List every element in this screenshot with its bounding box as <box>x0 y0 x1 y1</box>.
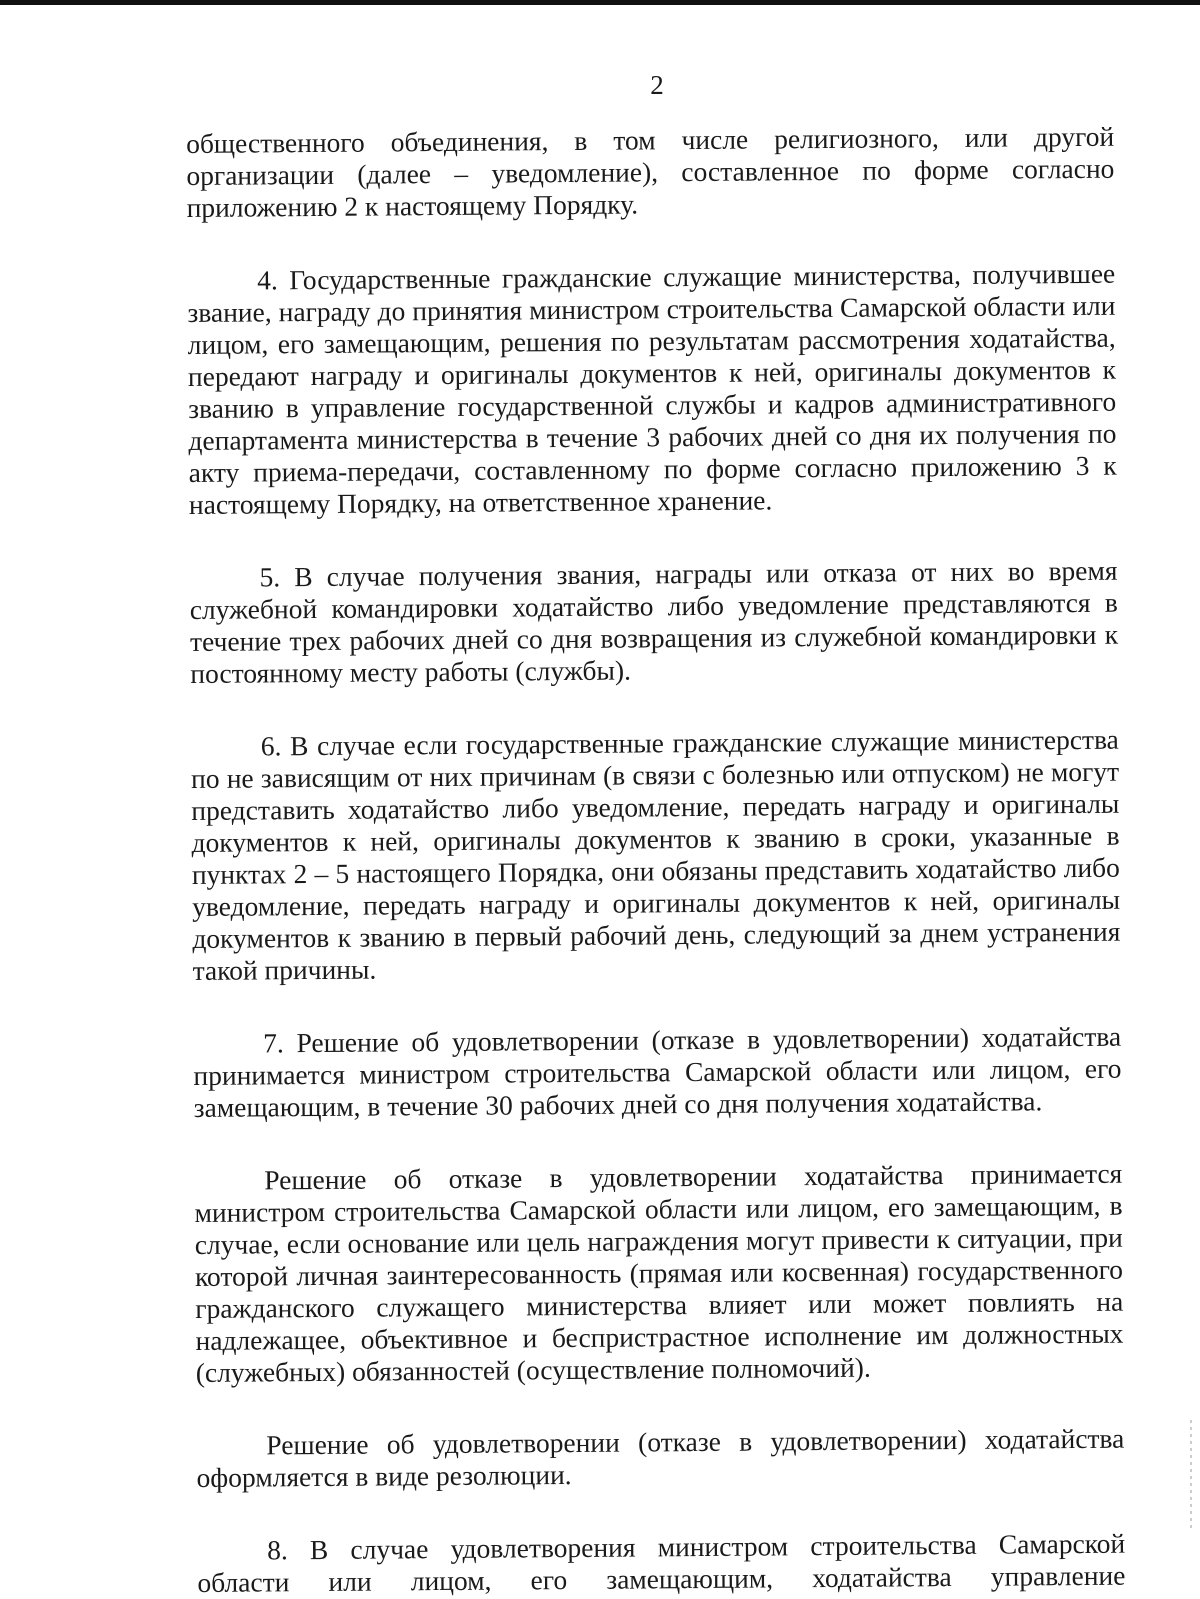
paragraph-item-7: 7. Решение об удовлетворении (отказе в удовлетворении) ходатайства принимается министром строительства Самарской области или лицом, его замещающим, в течение 30 рабочих дней со дня получения ходатайства. <box>193 1020 1122 1123</box>
scan-top-border <box>0 0 1200 5</box>
paragraph-resolution-form: Решение об удовлетворении (отказе в удовлетворении) ходатайства оформляется в виде резолюции. <box>196 1422 1125 1493</box>
paragraph-item-6: 6. В случае если государственные гражданские служащие министерства по не зависящим от них причинам (в связи с болезнью или отпуском) не могут представить ходатайство либо уведомление, передать награду и оригиналы документов к ней, оригиналы документов к званию в сроки, указанные в пунктах 2 – 5 настоящего Порядка, они обязаны представить ходатайство либо уведомление, передать награду и оригиналы документов к ней, оригиналы документов к званию в первый рабочий день, следующий за днем устранения такой причины. <box>190 723 1121 986</box>
document-body <box>186 121 1126 1599</box>
paragraph-item-5: 5. В случае получения звания, награды или отказа от них во время служебной командировки ходатайство либо уведомление представляются в течение трех рабочих дней со дня возвращения из служебной командировки к постоянному месту работы (службы). <box>189 554 1119 689</box>
paragraph-item-8: 8. В случае удовлетворения министром строительства Самарской области или лицом, его замещающим, ходатайства управление <box>197 1527 1126 1598</box>
paragraph-continuation: общественного объединения, в том числе религиозного, или другой организации (далее – уведомление), составленное по форме согласно приложению 2 к настоящему Порядку. <box>186 120 1115 223</box>
page-number: 2 <box>650 70 664 100</box>
scan-edge-artifact <box>1190 1420 1192 1530</box>
paragraph-item-4: 4. Государственные гражданские служащие министерства, получившее звание, награду до принятия министром строительства Самарской области или лицом, его замещающим, решения по результатам рассмотрения ходатайства, передают награду и оригиналы документов к ней, оригиналы документов к званию в управление государственной службы и кадров административного департамента министерства в течение 3 рабочих дней со дня их получения по акту приема-передачи, составленному по форме согласно приложению 3 к настоящему Порядку, на ответственное хранение. <box>187 257 1117 520</box>
paragraph-refusal-decision: Решение об отказе в удовлетворении ходатайства принимается министром строительства Самарской области или лицом, его замещающим, в случае, если основание или цель награждения могут привести к ситуации, при которой личная заинтересованность (прямая или косвенная) государственного гражданского служащего министерства влияет или может повлиять на надлежащее, объективное и беспристрастное исполнение им должностных (служебных) обязанностей (осуществление полномочий). <box>194 1157 1124 1388</box>
